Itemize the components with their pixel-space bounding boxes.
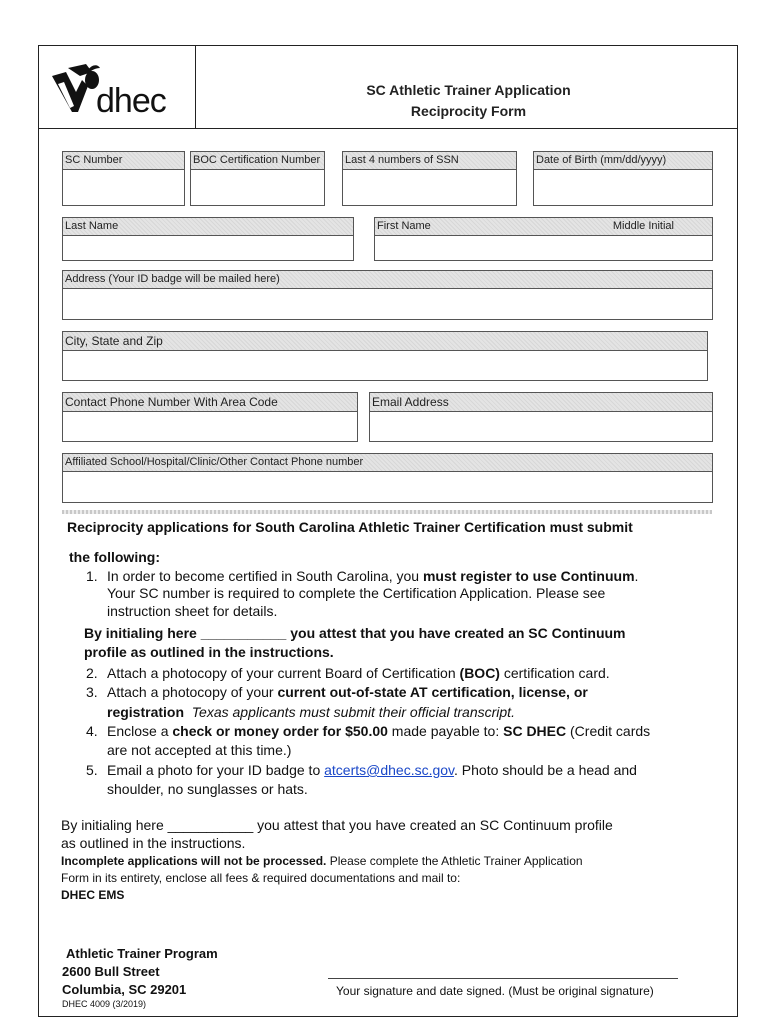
first-name-field[interactable] xyxy=(374,217,713,261)
signature-label: Your signature and date signed. (Must be original signature) xyxy=(336,984,654,998)
boc-number-field[interactable] xyxy=(190,151,325,206)
attest-2-line-1: By initialing here ___________ you attest that you have created an SC Continuum profile xyxy=(61,817,613,833)
item-5-line-2: shoulder, no sunglasses or hats. xyxy=(107,781,308,797)
email-label: Email Address xyxy=(370,393,712,412)
incomplete-line-1 xyxy=(61,853,583,870)
item-2-end: certification card. xyxy=(499,665,610,681)
title-line-1: SC Athletic Trainer Application xyxy=(366,82,571,98)
title-line-2: Reciprocity Form xyxy=(410,103,527,119)
address-field[interactable] xyxy=(62,270,713,320)
ssn-last4-field[interactable] xyxy=(342,151,517,206)
last-name-label: Last Name xyxy=(63,218,353,236)
form-code: DHEC 4009 (3/2019) xyxy=(62,999,147,1009)
item-4-end: (Credit cards xyxy=(566,723,651,739)
section-divider xyxy=(62,510,712,514)
affiliated-field[interactable] xyxy=(62,453,713,503)
affiliated-label: Affiliated School/Hospital/Clinic/Other Contact Phone number xyxy=(63,454,712,472)
item-5-line-1 xyxy=(107,761,637,780)
address-line-3: Columbia, SC 29201 xyxy=(62,982,187,997)
dhec-logo xyxy=(48,62,188,122)
heading-line-1: Reciprocity applications for South Carolina Athletic Trainer Certification must submit xyxy=(67,519,633,535)
logo-divider xyxy=(195,45,196,129)
mail-org: DHEC EMS xyxy=(61,888,125,902)
header-divider xyxy=(38,128,738,129)
item-1-end: . xyxy=(634,568,639,584)
boc-number-label: BOC Certification Number xyxy=(191,152,324,170)
item-1-text: In order to become certified in South Carolina, you xyxy=(107,568,423,584)
item-1-number: 1. xyxy=(86,568,98,584)
incomplete-line-2: Form in its entirety, enclose all fees & required documentations and mail to: xyxy=(61,871,461,885)
item-5-end: . Photo should be a head and xyxy=(454,762,637,778)
phone-field[interactable] xyxy=(62,392,358,442)
last-name-field[interactable] xyxy=(62,217,354,261)
sc-number-label: SC Number xyxy=(63,152,184,170)
logo-text: dhec xyxy=(96,82,166,120)
first-name-label xyxy=(375,218,712,236)
item-4-line-1 xyxy=(107,722,650,741)
item-3-italic: Texas applicants must submit their official transcript. xyxy=(184,704,515,720)
attest-1-line-1: By initialing here ___________ you attest that you have created an SC Continuum xyxy=(84,625,626,641)
item-4-bold-2: SC DHEC xyxy=(503,723,567,739)
item-3-line-1 xyxy=(107,683,588,702)
dob-field[interactable] xyxy=(533,151,713,206)
middle-initial-label: Middle Initial xyxy=(612,220,674,232)
address-label: Address (Your ID badge will be mailed here) xyxy=(63,271,712,289)
city-state-zip-field[interactable] xyxy=(62,331,708,381)
ssn-last4-label: Last 4 numbers of SSN xyxy=(343,152,516,170)
item-3-bold-2: registration xyxy=(107,704,185,720)
item-5-text: Email a photo for your ID badge to xyxy=(107,762,325,778)
item-2-line xyxy=(107,664,610,683)
item-3-line-2 xyxy=(107,703,515,722)
item-2-text: Attach a photocopy of your current Board of Certification xyxy=(107,665,460,681)
sc-number-field[interactable] xyxy=(62,151,185,206)
item-4-mid: made payable to: xyxy=(387,723,504,739)
phone-label: Contact Phone Number With Area Code xyxy=(63,393,357,412)
city-state-zip-label: City, State and Zip xyxy=(63,332,707,351)
first-name-text: First Name xyxy=(377,220,431,232)
incomplete-text: Please complete the Athletic Trainer Application xyxy=(326,854,583,868)
item-4-bold: check or money order for $50.00 xyxy=(172,723,388,739)
address-line-1: Athletic Trainer Program xyxy=(66,946,218,961)
item-3-bold: current out-of-state AT certification, license, or xyxy=(277,684,588,700)
email-link[interactable]: atcerts@dhec.sc.gov xyxy=(324,762,455,778)
signature-line[interactable] xyxy=(328,978,678,979)
dob-label: Date of Birth (mm/dd/yyyy) xyxy=(534,152,712,170)
item-3-text: Attach a photocopy of your xyxy=(107,684,278,700)
item-1-bold: must register to use Continuum xyxy=(422,568,635,584)
item-2-number: 2. xyxy=(86,665,98,681)
address-line-2: 2600 Bull Street xyxy=(62,964,160,979)
item-3-number: 3. xyxy=(86,684,98,700)
item-1-line-3: instruction sheet for details. xyxy=(107,603,278,619)
item-4-number: 4. xyxy=(86,723,98,739)
item-4-text: Enclose a xyxy=(107,723,173,739)
item-5-number: 5. xyxy=(86,762,98,778)
attest-2-line-2: as outlined in the instructions. xyxy=(61,835,246,851)
item-4-line-2: are not accepted at this time.) xyxy=(107,742,292,758)
email-field[interactable] xyxy=(369,392,713,442)
incomplete-bold: Incomplete applications will not be processed. xyxy=(61,854,327,868)
form-title xyxy=(200,80,737,122)
heading-line-2: the following: xyxy=(69,549,160,565)
item-1-line-2: Your SC number is required to complete the Certification Application. Please see xyxy=(107,585,606,601)
attest-1-line-2: profile as outlined in the instructions. xyxy=(84,644,334,660)
item-2-bold: (BOC) xyxy=(459,665,500,681)
